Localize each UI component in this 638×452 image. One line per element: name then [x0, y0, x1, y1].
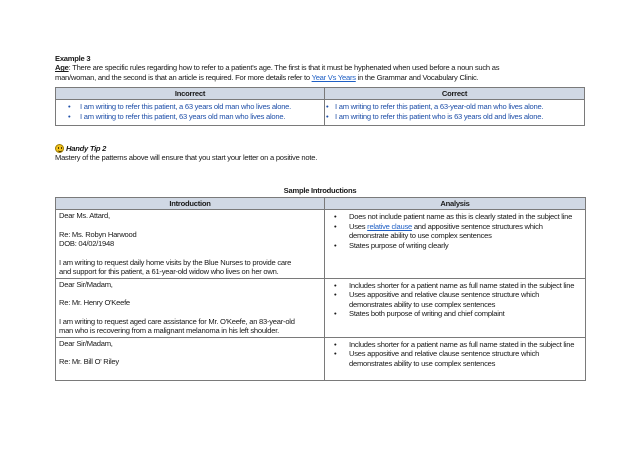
- incorrect-header: Incorrect: [56, 88, 325, 100]
- intro-line: Re: Mr. Bill O' Riley: [59, 357, 119, 367]
- introduction-header: Introduction: [56, 198, 325, 210]
- analysis-point: • Does not include patient name as this is clearly stated in the subject line: [325, 212, 582, 221]
- intro-line: Dear Sir/Madam,: [59, 338, 113, 348]
- tip-title: Handy Tip 2: [66, 144, 107, 153]
- incorrect-example: • I am writing to refer this patient, 63 years old man who lives alone.: [56, 112, 324, 121]
- analysis-cell: [325, 210, 586, 278]
- example-heading: Example 3: [55, 54, 91, 63]
- table-row: [56, 210, 586, 278]
- smiley-icon: [55, 144, 64, 153]
- analysis-point: • Uses appositive and relative clause sentence structure which demonstrates ability to use complex sentences: [325, 349, 582, 368]
- sample-introductions-title: Sample Introductions: [283, 186, 357, 195]
- age-text-3: in the Grammar and Vocabulary Clinic.: [355, 72, 479, 82]
- analysis-cell: [325, 337, 586, 380]
- correct-cell: [325, 100, 585, 126]
- analysis-point: • States both purpose of writing and chief complaint: [325, 309, 582, 318]
- intro-line: I am writing to request aged care assistance for Mr. O'Keefe, an 83-year-old: [59, 316, 295, 326]
- age-label: Age: [55, 63, 69, 73]
- analysis-point: • Uses appositive and relative clause sentence structure which demonstrates ability to use complex sentences: [325, 290, 582, 309]
- analysis-header: Analysis: [325, 198, 586, 210]
- intro-line: Dear Sir/Madam,: [59, 279, 113, 289]
- table-row: [56, 278, 586, 337]
- intro-line: Re: Mr. Henry O'Keefe: [59, 298, 130, 308]
- handy-tip: [55, 144, 595, 163]
- year-vs-years-link[interactable]: Year Vs Years: [311, 72, 356, 82]
- incorrect-correct-table: [55, 87, 585, 126]
- introduction-cell: [56, 278, 325, 337]
- analysis-point: • States purpose of writing clearly: [325, 241, 582, 250]
- age-text-2: man/woman, and the second is that an article is required. For more details refer to: [55, 72, 312, 82]
- correct-header: Correct: [325, 88, 585, 100]
- age-paragraph: [55, 63, 595, 82]
- intro-line: DOB: 04/02/1948: [59, 239, 114, 249]
- analysis-cell: [325, 278, 586, 337]
- table-row: [56, 337, 586, 380]
- sample-introductions-table: [55, 197, 586, 381]
- incorrect-example: • I am writing to refer this patient, a 63 years old man who lives alone.: [56, 102, 324, 111]
- intro-line: I am writing to request daily home visits by the Blue Nurses to provide care: [59, 257, 292, 267]
- incorrect-cell: [56, 100, 325, 126]
- intro-line: and support for this patient, a 61-year-old widow who lives on her own.: [59, 267, 279, 277]
- analysis-point: • Includes shorter for a patient name as full name stated in the subject line: [325, 281, 582, 290]
- introduction-cell: [56, 210, 325, 278]
- tip-text: Mastery of the patterns above will ensure that you start your letter on a positive note.: [55, 153, 318, 163]
- intro-line: man who is recovering from a malignant melanoma in his left shoulder.: [59, 326, 279, 336]
- age-text-1: : There are specific rules regarding how to refer to a patient's age. The first is that it must be hyphenated when used before a noun such as: [68, 63, 500, 73]
- analysis-point: • Includes shorter for a patient name as full name stated in the subject line: [325, 340, 582, 349]
- example-section: [55, 54, 595, 82]
- intro-line: Dear Ms. Attard,: [59, 211, 110, 221]
- analysis-point: • Uses relative clause and appositive sentence structures which demonstrate ability to use complex sentences: [325, 222, 582, 241]
- correct-example: • I am writing to refer this patient, a 63-year-old man who lives alone.: [325, 102, 584, 111]
- introduction-cell: [56, 337, 325, 380]
- relative-clause-link[interactable]: relative clause: [367, 221, 412, 231]
- intro-line: Re: Ms. Robyn Harwood: [59, 229, 137, 239]
- correct-example: • I am writing to refer this patient who is 63 years old and lives alone.: [325, 112, 584, 121]
